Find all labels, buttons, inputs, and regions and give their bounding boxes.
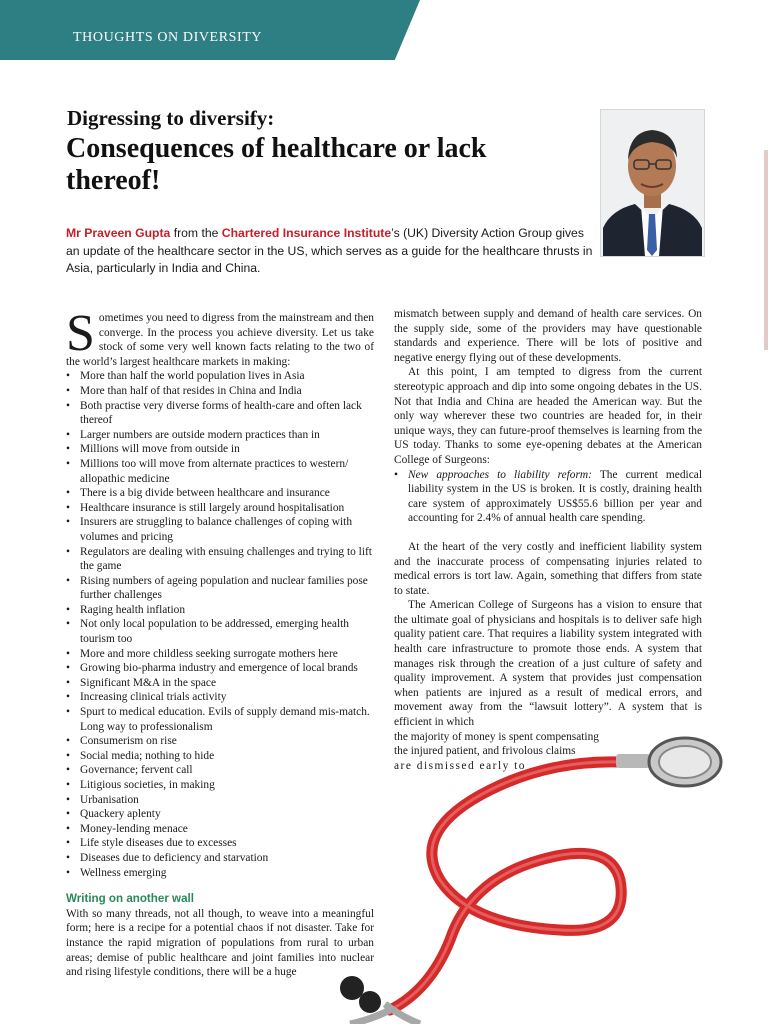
drop-cap: S — [66, 305, 95, 362]
list-item: • Diseases due to deficiency and starvation — [66, 851, 374, 866]
spacer — [394, 526, 702, 540]
page-edge-decoration — [764, 150, 768, 350]
list-item: • There is a big divide between healthcare and insurance — [66, 486, 374, 501]
author-photo — [600, 109, 705, 257]
column-right — [394, 307, 702, 773]
list-item: • Life style diseases due to excesses — [66, 836, 374, 851]
list-item: • Social media; nothing to hide — [66, 749, 374, 764]
list-item: • More and more childless seeking surrogate mothers here — [66, 647, 374, 662]
tail-line: are dismissed early to — [394, 759, 527, 772]
list-item: • Spurt to medical education. Evils of supply demand mis-match. Long way to professionalism — [66, 705, 374, 734]
list-item: • Litigious societies, in making — [66, 778, 374, 793]
list-item: • Quackery aplenty — [66, 807, 374, 822]
list-item: • Rising numbers of ageing population and nuclear families pose further challenges — [66, 574, 374, 603]
organization-name: Chartered Insurance Institute — [221, 226, 392, 240]
list-item: • Millions too will move from alternate practices to western/ allopathic medicine — [66, 457, 374, 486]
body-paragraph: At the heart of the very costly and inefficient liability system and the inaccurate process of compensating injuries related to medical errors is tort law. Again, something that differs from state to state. — [394, 540, 702, 597]
standfirst-text: ’s (UK) Diversity Action Group gives an update of the healthcare sector in the US, which serves as a guide for the healthcare thrusts in Asia, particularly in India and China. — [66, 226, 593, 275]
list-item: • Consumerism on rise — [66, 734, 374, 749]
intro-paragraph — [66, 305, 374, 369]
list-item: • Significant M&A in the space — [66, 676, 374, 691]
body-paragraph: mismatch between supply and demand of health care services. On the supply side, some of the providers may have questionable standards and experience. There will be lots of positive and negative energy flying out of these developments. — [394, 308, 702, 364]
article-kicker: Digressing to diversify: — [67, 106, 275, 130]
list-item: • Wellness emerging — [66, 866, 374, 881]
list-item: • Raging health inflation — [66, 603, 374, 618]
bullet-label: New approaches to liability reform: — [408, 468, 592, 481]
stethoscope-illustration — [290, 720, 768, 1024]
list-item: • Growing bio-pharma industry and emergence of local brands — [66, 661, 374, 676]
body-paragraph: At this point, I am tempted to digress from the current stereotypic approach and dip into some ongoing debates in the US. Not that India and China are headed the American way. But the only way wherever these two countries are headed for, in their unique ways, they can future-proof themselves is learning from the US today. Thanks to some eye-opening debates at the American College of Surgeons: — [394, 366, 702, 466]
subheading: Writing on another wall — [66, 892, 194, 906]
list-item: • Healthcare insurance is still largely around hospitalisation — [66, 501, 374, 516]
list-item: • Both practise very diverse forms of health-care and often lack thereof — [66, 399, 374, 428]
list-item: • Regulators are dealing with ensuing challenges and trying to lift the game — [66, 545, 374, 574]
list-item: • More than half of that resides in China and India — [66, 384, 374, 399]
list-item: • Larger numbers are outside modern practices than in — [66, 428, 374, 443]
body-paragraph: The American College of Surgeons has a vision to ensure that the ultimate goal of physicians and hospitals is to deliver safe high quality patient care. That requires a liability system integrated with health care infrastructure to promote those ends. A system that manages risk through the creation of a just culture of safety and quality improvement. A system that provides just compensation when patients are injured as a result of medical errors, and movement away from the “lawsuit lottery”. A system that is efficient in which — [394, 599, 702, 729]
standfirst-from: from the — [170, 226, 222, 240]
list-item: • Money-lending menace — [66, 822, 374, 837]
intro-text: ometimes you need to digress from the mainstream and then converge. In the process you achieve diversity. Let us take stock of some very well known facts relating to the two of the world’s largest healthcare markets in making: — [66, 312, 374, 368]
subhead-paragraph: With so many threads, not all though, to weave into a meaningful form; here is a recipe for a potential chaos if not disaster. Take for instance the rapid migration of populations from rural to urban areas; demise of public healthcare and joint families into nuclear and rising lifestyle conditions, there will be a huge — [66, 907, 374, 979]
list-item: • More than half the world population lives in Asia — [66, 369, 374, 384]
list-item: • Not only local population to be addressed, emerging health tourism too — [66, 617, 374, 646]
article-title: Consequences of healthcare or lack thereof! — [66, 133, 487, 196]
section-label: THOUGHTS ON DIVERSITY — [73, 30, 263, 45]
list-item: • Urbanisation — [66, 793, 374, 808]
liability-bullet — [394, 468, 702, 526]
list-item: • Governance; fervent call — [66, 763, 374, 778]
list-item: • Increasing clinical trials activity — [66, 690, 374, 705]
author-name: Mr Praveen Gupta — [66, 226, 171, 240]
bullet-text: The current medical liability system in the US is broken. It is costly, draining health care system of approximately US$55.6 billion per year and accounting for 2.4% of annual health care spending. — [408, 468, 702, 525]
list-item: • Insurers are struggling to balance challenges of coping with volumes and pricing — [66, 515, 374, 544]
tail-line: the injured patient, and frivolous claims — [394, 745, 576, 758]
standfirst — [66, 225, 596, 278]
list-item: • Millions will move from outside in — [66, 442, 374, 457]
tail-line: the majority of money is spent compensating — [394, 730, 599, 743]
